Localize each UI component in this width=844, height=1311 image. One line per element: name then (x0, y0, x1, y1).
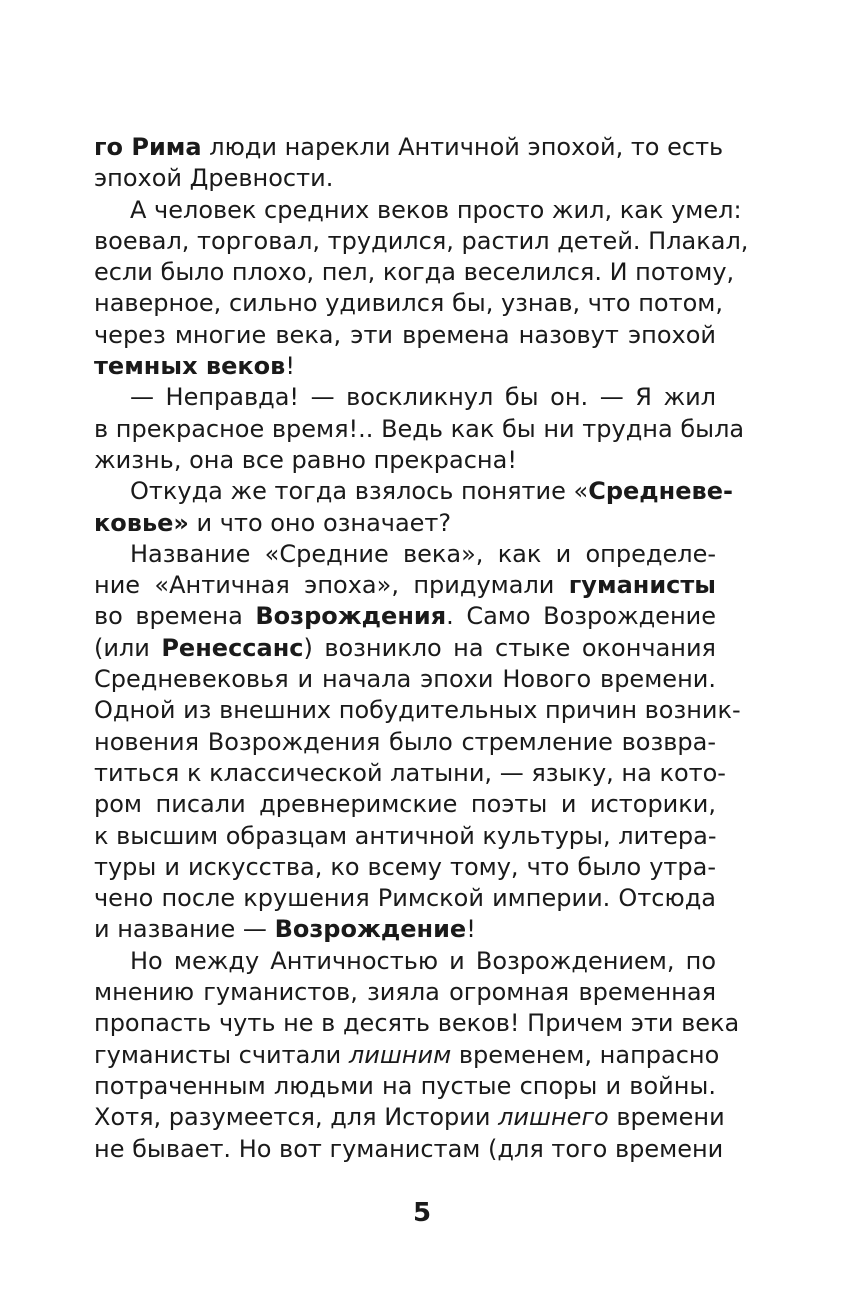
text-line (94, 601, 716, 632)
text-line (94, 226, 749, 257)
text-line (94, 476, 733, 507)
text-segment: — Неправда! — воскликнул бы он. — Я жил (130, 383, 716, 412)
page-text (94, 132, 749, 1165)
text-line (94, 163, 716, 194)
text-segment: титься к классической латыни, — языку, на кото- (94, 758, 726, 787)
text-segment: и название — (94, 915, 275, 944)
text-line (94, 382, 716, 413)
text-segment: пропасть чуть не в десять веков! Причем эти века (94, 1009, 740, 1038)
text-segment: новения Возрождения было стремление возвра- (94, 727, 716, 756)
text-segment: А человек средних веков просто жил, как умел: (130, 195, 742, 224)
text-segment: . Само Возрождение (446, 602, 716, 631)
text-line (94, 132, 724, 163)
bold-term: темных веков (94, 352, 286, 381)
text-segment: Но между Античностью и Возрождением, по (130, 946, 716, 975)
text-segment: в прекрасное время!.. Ведь как бы ни трудна была (94, 414, 745, 443)
text-segment: жизнь, она все равно прекрасна! (94, 445, 517, 474)
text-segment: времени (608, 1103, 725, 1132)
text-segment: мнению гуманистов, зияла огромная временная (94, 978, 716, 1007)
text-line (94, 539, 716, 570)
text-segment: через многие века, эти времена назовут эпохой (94, 320, 716, 349)
text-line (94, 633, 716, 664)
text-line (94, 914, 716, 945)
text-segment: временем, напрасно (451, 1040, 720, 1069)
text-segment: если было плохо, пел, когда веселился. И потому, (94, 258, 735, 287)
text-line (94, 257, 735, 288)
text-line (94, 288, 723, 319)
text-segment: люди нарекли Античной эпохой, то есть (201, 133, 724, 161)
text-line (94, 1040, 720, 1071)
italic-term: лишнего (498, 1103, 609, 1132)
text-segment: ром писали древнеримские поэты и историки, (94, 790, 716, 819)
text-segment: ние «Античная эпоха», придумали (94, 571, 569, 600)
text-segment: ! (466, 915, 476, 944)
bold-term: ковье» (94, 508, 189, 537)
text-line (94, 946, 716, 977)
text-line (94, 727, 716, 758)
text-line (94, 821, 716, 852)
text-segment: не бывает. Но вот гуманистам (для того времени (94, 1134, 724, 1163)
text-segment: (или (94, 633, 162, 662)
text-line (94, 1102, 725, 1133)
text-segment: Средневековья и начала эпохи Нового времени. (94, 665, 716, 694)
text-segment: к высшим образцам античной культуры, литера- (94, 821, 717, 850)
text-line (94, 195, 742, 226)
text-segment: эпохой Древности. (94, 164, 334, 193)
text-line (94, 320, 716, 351)
bold-term: Возрождения (255, 602, 447, 631)
text-segment: гуманисты считали (94, 1040, 349, 1069)
text-line (94, 977, 716, 1008)
page-number: 5 (412, 1198, 432, 1228)
text-line (94, 1134, 724, 1165)
text-segment: Название «Средние века», как и определе- (130, 539, 716, 568)
text-line (94, 414, 745, 445)
text-segment: воевал, торговал, трудился, растил детей. Плакал, (94, 226, 749, 255)
italic-term: лишним (348, 1040, 452, 1069)
text-segment: ) возникло на стыке окончания (303, 633, 716, 662)
bold-term: го Рима (94, 133, 202, 161)
bold-term: Средневе- (588, 477, 733, 506)
text-segment: туры и искусства, ко всему тому, что было утра- (94, 852, 716, 881)
text-segment: и что оно означает? (188, 508, 452, 537)
bold-term: Возрождение (274, 915, 467, 944)
text-line (94, 445, 716, 476)
bold-term: Ренессанс (161, 633, 304, 662)
text-segment: чено после крушения Римской империи. Отсюда (94, 884, 716, 913)
text-line (94, 695, 741, 726)
text-line (94, 1071, 716, 1102)
text-line (94, 351, 716, 382)
text-segment: Одной из внешних побудительных причин возник- (94, 696, 741, 725)
text-line (94, 789, 716, 820)
text-line (94, 758, 726, 789)
bold-term: гуманисты (568, 571, 716, 600)
text-line (94, 570, 716, 601)
text-segment: во времена (94, 602, 256, 631)
text-segment: Откуда же тогда взялось понятие « (130, 477, 589, 506)
text-segment: наверное, сильно удивился бы, узнав, что потом, (94, 289, 723, 318)
text-segment: ! (285, 352, 295, 381)
text-line (94, 664, 716, 695)
text-line (94, 1008, 740, 1039)
text-segment: Хотя, разумеется, для Истории (94, 1103, 499, 1132)
text-line (94, 852, 716, 883)
text-line (94, 883, 716, 914)
text-line (94, 508, 716, 539)
text-segment: потраченным людьми на пустые споры и войны. (94, 1071, 716, 1100)
